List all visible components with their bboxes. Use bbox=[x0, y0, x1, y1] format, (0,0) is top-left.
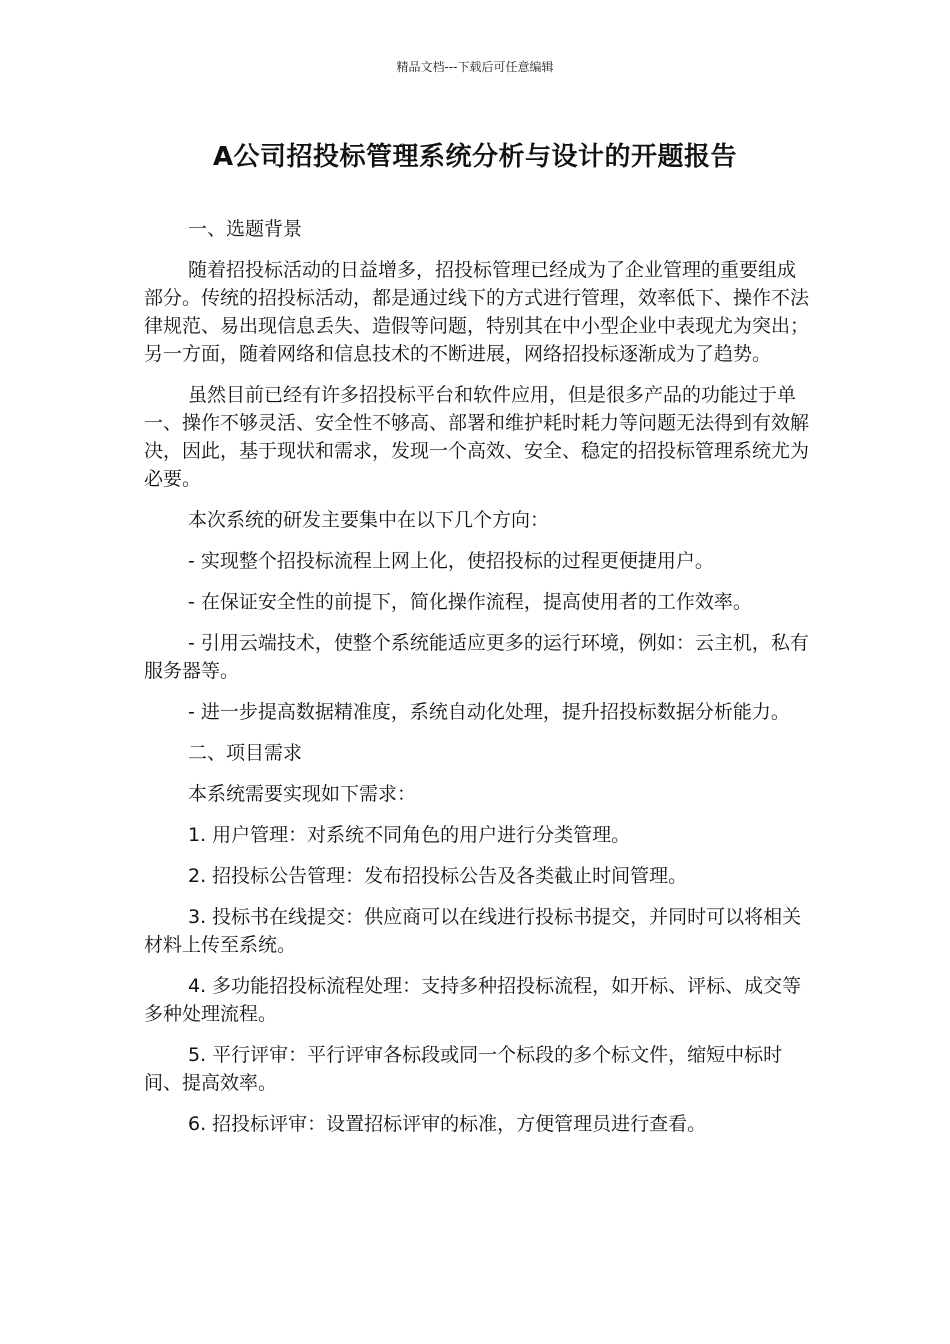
list-item: 1. 用户管理：对系统不同角色的用户进行分类管理。 bbox=[188, 824, 631, 846]
list-item: - 在保证安全性的前提下，简化操作流程，提高使用者的工作效率。 bbox=[188, 591, 752, 613]
paragraph: 本系统需要实现如下需求： bbox=[188, 783, 417, 805]
paragraph: 虽然目前已经有许多招投标平台和软件应用，但是很多产品的功能过于单一、操作不够灵活、安全性不够高、部署和维护耗时耗力等问题无法得到有效解决，因此，基于现状和需求，发现一个高效、安全、稳定的招投标管理系统尤为必要。 bbox=[144, 384, 810, 490]
header-note: 精品文档---下载后可任意编辑 bbox=[396, 60, 554, 74]
paragraph: 随着招投标活动的日益增多，招投标管理已经成为了企业管理的重要组成部分。传统的招投标活动，都是通过线下的方式进行管理，效率低下、操作不法律规范、易出现信息丢失、造假等问题，特别其在中小型企业中表现尤为突出；另一方面，随着网络和信息技术的不断进展，网络招投标逐渐成为了趋势。 bbox=[144, 259, 810, 365]
list-item: - 实现整个招投标流程上网上化，使招投标的过程更便捷用户。 bbox=[188, 550, 714, 572]
list-item: 5. 平行评审：平行评审各标段或同一个标段的多个标文件，缩短中标时间、提高效率。 bbox=[144, 1044, 783, 1094]
document-title: A公司招投标管理系统分析与设计的开题报告 bbox=[212, 142, 738, 172]
list-item: 6. 招投标评审：设置招标评审的标准，方便管理员进行查看。 bbox=[188, 1113, 707, 1135]
list-item: - 引用云端技术，使整个系统能适应更多的运行环境，例如：云主机，私有服务器等。 bbox=[144, 632, 809, 682]
list-item: 4. 多功能招投标流程处理：支持多种招投标流程，如开标、评标、成交等多种处理流程。 bbox=[144, 975, 802, 1025]
list-item: 2. 招投标公告管理：发布招投标公告及各类截止时间管理。 bbox=[188, 865, 688, 887]
section-heading-background: 一、选题背景 bbox=[188, 218, 303, 240]
document-body bbox=[144, 215, 814, 1151]
list-item: - 进一步提高数据精准度，系统自动化处理，提升招投标数据分析能力。 bbox=[188, 701, 790, 723]
list-item: 3. 投标书在线提交：供应商可以在线进行投标书提交，并同时可以将相关材料上传至系统。 bbox=[144, 906, 802, 956]
section-heading-requirements: 二、项目需求 bbox=[188, 742, 303, 764]
paragraph: 本次系统的研发主要集中在以下几个方向： bbox=[188, 509, 550, 531]
